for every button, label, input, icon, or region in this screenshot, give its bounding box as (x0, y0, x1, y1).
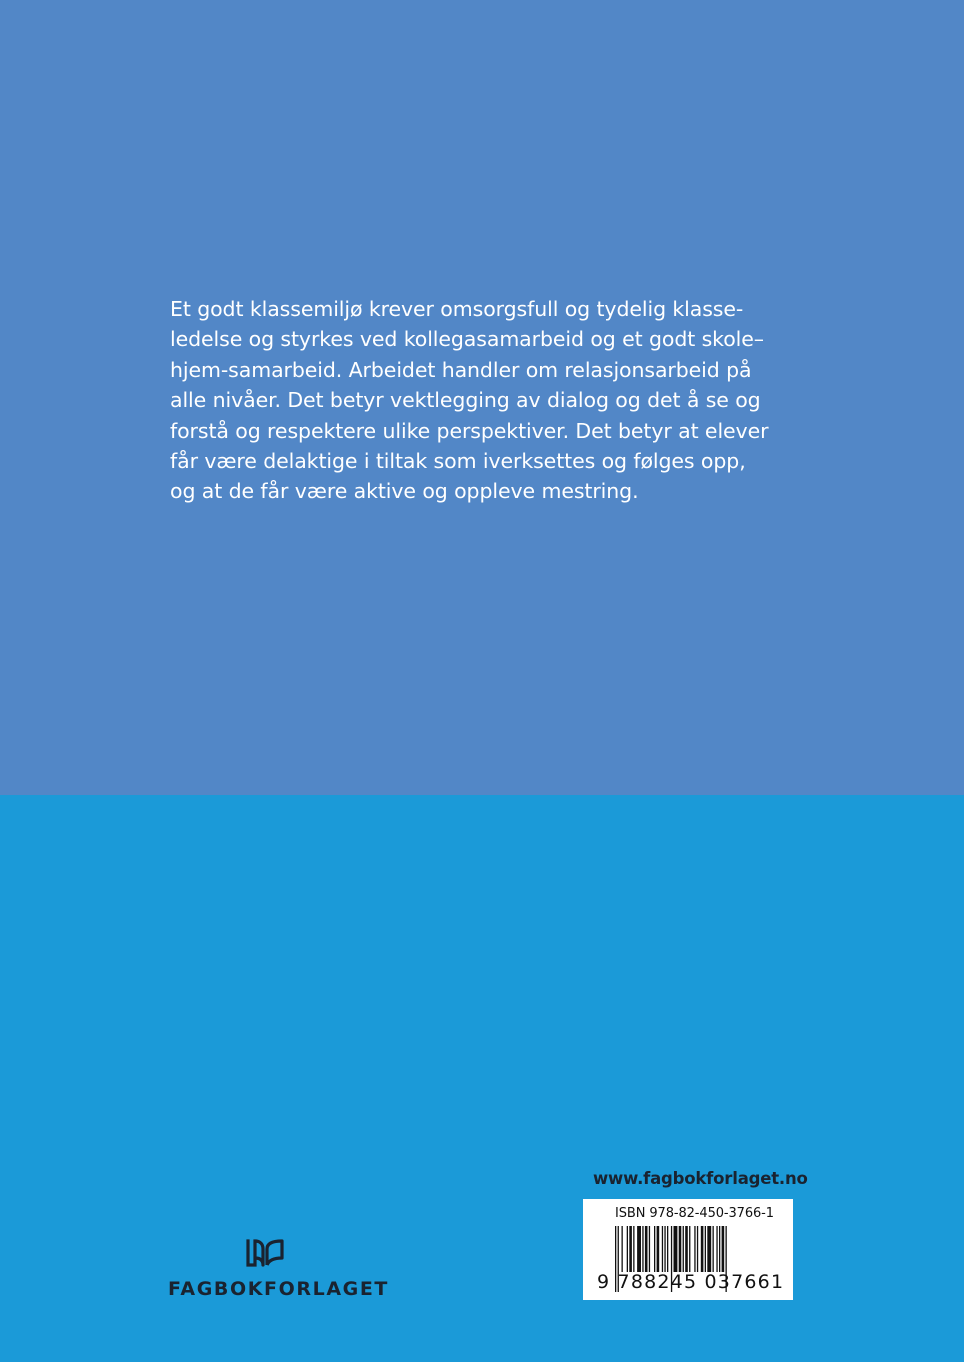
barcode-bar (716, 1226, 717, 1272)
barcode-bar (637, 1226, 641, 1272)
publisher-website: www.fagbokforlaget.no (593, 1169, 808, 1188)
barcode-bar (654, 1226, 655, 1272)
barcode-bar (679, 1226, 682, 1272)
barcode-bar (705, 1226, 706, 1272)
isbn-barcode (583, 1199, 793, 1300)
barcode-bar (701, 1226, 704, 1272)
barcode-bar (662, 1226, 663, 1272)
barcode-bar (697, 1226, 698, 1272)
blurb-line: alle nivåer. Det betyr vektlegging av dialog og det å se og (170, 388, 761, 413)
blurb-line: og at de får være aktive og oppleve mestring. (170, 479, 639, 504)
barcode-bar (664, 1226, 665, 1272)
barcode-bar (689, 1226, 690, 1272)
barcode-bar (674, 1226, 678, 1272)
back-cover-blurb (170, 294, 810, 507)
barcode-bar (642, 1226, 643, 1272)
barcode-bar (667, 1226, 668, 1272)
barcode-bar (719, 1226, 720, 1272)
barcode-bar (649, 1226, 650, 1272)
barcode-bar (694, 1226, 695, 1272)
barcode-bar (707, 1226, 711, 1272)
barcode-bar (645, 1226, 648, 1272)
barcode-bar (722, 1226, 725, 1272)
barcode-bar (657, 1226, 660, 1272)
barcode-bar (627, 1226, 628, 1272)
barcode-digits: 9 788245 037661 (597, 1271, 785, 1293)
barcode-bar (622, 1226, 623, 1272)
isbn-label: ISBN 978-82-450-3766-1 (615, 1206, 774, 1221)
open-book-icon (245, 1238, 285, 1268)
barcode-bar (629, 1226, 632, 1272)
blurb-line: får være delaktige i tiltak som iverksettes og følges opp, (170, 449, 746, 474)
bottom-panel (0, 795, 964, 1362)
barcode-bar (685, 1226, 688, 1272)
blurb-line: hjem-samarbeid. Arbeidet handler om relasjonsarbeid på (170, 357, 752, 382)
barcode-bar (713, 1226, 714, 1272)
blurb-line: forstå og respektere ulike perspektiver. Det betyr at elever (170, 418, 769, 443)
blurb-line: Et godt klassemiljø krever omsorgsfull og tydelig klasse- (170, 297, 744, 321)
publisher-logo-name: FAGBOKFORLAGET (168, 1278, 389, 1300)
blurb-line: ledelse og styrkes ved kollegasamarbeid og et godt skole– (170, 327, 764, 352)
barcode-bar (683, 1226, 684, 1272)
barcode-bar (633, 1226, 634, 1272)
